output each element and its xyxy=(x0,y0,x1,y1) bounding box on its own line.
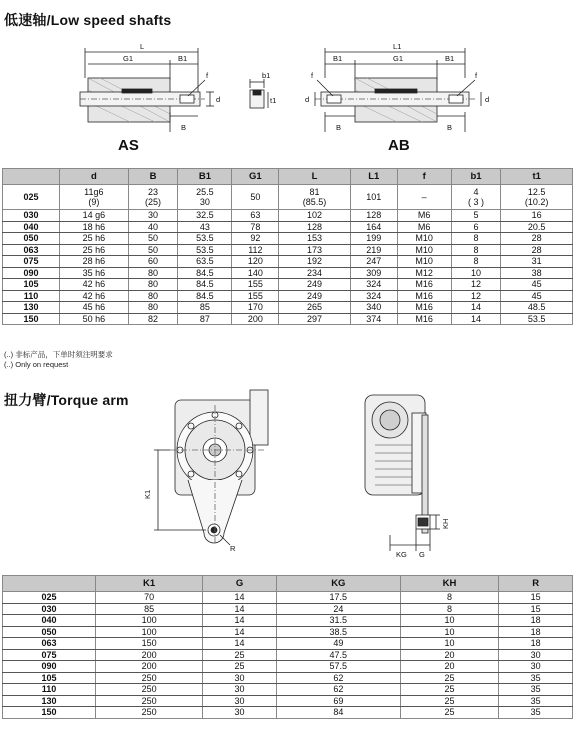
table-row xyxy=(3,603,573,615)
table-cell: 249 xyxy=(279,290,351,302)
header-cell: B1 xyxy=(178,169,232,185)
table-cell: 200 xyxy=(96,649,203,661)
table-cell: 42 h6 xyxy=(60,279,129,291)
table-cell: 164 xyxy=(350,221,397,233)
header-cell: B xyxy=(128,169,178,185)
table-row xyxy=(3,256,573,268)
table-cell: 25 xyxy=(400,695,499,707)
table-cell: 15 xyxy=(499,603,573,615)
table-cell: 25 xyxy=(400,672,499,684)
cell-line: 4 xyxy=(473,186,479,197)
cell-line: 11g6 xyxy=(84,186,104,197)
dim-R-label: R xyxy=(230,544,236,553)
table-row xyxy=(3,661,573,673)
table-cell: 297 xyxy=(279,313,351,325)
dim-G1-ab-label: G1 xyxy=(393,54,404,63)
table-cell: 324 xyxy=(350,290,397,302)
table-cell: 80 xyxy=(128,302,178,314)
table-cell: 53.5 xyxy=(178,244,232,256)
table-cell: 324 xyxy=(350,279,397,291)
table-cell: 101 xyxy=(350,185,397,210)
header-cell: KG xyxy=(276,576,400,592)
dim-K1-label: K1 xyxy=(143,489,152,499)
table-cell: 84 xyxy=(276,707,400,719)
table-cell: 70 xyxy=(96,592,203,604)
table-cell: 20.5 xyxy=(501,221,573,233)
header-cell: K1 xyxy=(96,576,203,592)
table-cell: 45 xyxy=(501,279,573,291)
table-cell: M16 xyxy=(397,279,451,291)
size-cell: 130 xyxy=(3,302,60,314)
table-cell: 85 xyxy=(96,603,203,615)
table-cell: 100 xyxy=(96,615,203,627)
table-cell: 250 xyxy=(96,695,203,707)
table-cell: 80 xyxy=(128,267,178,279)
cell-line: 25.5 xyxy=(196,186,214,197)
table-row xyxy=(3,592,573,604)
cell-line: (10.2) xyxy=(524,197,549,207)
table-cell: 249 xyxy=(279,279,351,291)
note-cn: (..) 非标产品，下单时须注明要求 xyxy=(4,350,113,359)
size-cell: 110 xyxy=(3,684,96,696)
size-cell: 105 xyxy=(3,672,96,684)
table-cell: 12 xyxy=(451,279,501,291)
table-cell: 31 xyxy=(501,256,573,268)
dim-d-label: d xyxy=(216,95,221,104)
table-cell: 265 xyxy=(279,302,351,314)
cell-line: 30 xyxy=(199,197,210,207)
table-cell: 92 xyxy=(232,233,279,245)
table-cell: 80 xyxy=(128,279,178,291)
table-cell: 87 xyxy=(178,313,232,325)
table-cell: 78 xyxy=(232,221,279,233)
shaft-ab-label: AB xyxy=(388,137,410,154)
table-cell: 84.5 xyxy=(178,279,232,291)
table-cell: 40 xyxy=(128,221,178,233)
table-cell: 20 xyxy=(400,661,499,673)
size-cell: 040 xyxy=(3,615,96,627)
table-cell: 24 xyxy=(276,603,400,615)
cell-line: (25) xyxy=(145,197,162,207)
dim-L1-label: L1 xyxy=(393,42,402,51)
table-cell: 173 xyxy=(279,244,351,256)
table-cell: – xyxy=(397,185,451,210)
table-row xyxy=(3,221,573,233)
table-cell: 14 xyxy=(203,592,277,604)
table-cell: 20 xyxy=(400,649,499,661)
size-cell: 150 xyxy=(3,313,60,325)
table-cell: 374 xyxy=(350,313,397,325)
table-cell: 84.5 xyxy=(178,267,232,279)
table-cell: 62 xyxy=(276,672,400,684)
table-row xyxy=(3,290,573,302)
table-cell: 18 xyxy=(499,615,573,627)
dim-B1-right-label: B1 xyxy=(445,54,455,63)
table-row xyxy=(3,302,573,314)
dim-B1-left-label: B1 xyxy=(333,54,343,63)
table-cell: 5 xyxy=(451,210,501,222)
torque-arm-side-diagram xyxy=(350,385,490,565)
dim-t1-label: t1 xyxy=(270,96,277,105)
size-cell: 110 xyxy=(3,290,60,302)
note-en: (..) Only on request xyxy=(4,360,69,369)
table-row xyxy=(3,649,573,661)
table-row xyxy=(3,279,573,291)
table-cell: 250 xyxy=(96,707,203,719)
table-cell: 10 xyxy=(400,626,499,638)
table-cell: 45 xyxy=(501,290,573,302)
cell-line: 23 xyxy=(148,186,159,197)
key-section-diagram xyxy=(244,70,284,120)
table-cell: 28 h6 xyxy=(60,256,129,268)
table-cell: M6 xyxy=(397,210,451,222)
table-cell: 10 xyxy=(400,615,499,627)
table-row xyxy=(3,615,573,627)
table-cell: 63 xyxy=(232,210,279,222)
size-cell: 150 xyxy=(3,707,96,719)
table-cell: 25 xyxy=(400,684,499,696)
header-cell xyxy=(3,576,96,592)
size-cell: 030 xyxy=(3,210,60,222)
dim-d-left-label: d xyxy=(305,95,310,104)
table-row xyxy=(3,684,573,696)
table-cell: 25 xyxy=(203,661,277,673)
table-cell: 14 xyxy=(203,626,277,638)
dim-f-left-label: f xyxy=(311,71,314,80)
table-cell: 35 xyxy=(499,695,573,707)
table-cell: 28 xyxy=(501,244,573,256)
size-cell: 130 xyxy=(3,695,96,707)
header-cell xyxy=(3,169,60,185)
table-cell: 85 xyxy=(178,302,232,314)
table-cell: 8 xyxy=(451,256,501,268)
table-cell: 50 xyxy=(232,185,279,210)
size-cell: 075 xyxy=(3,649,96,661)
table-cell xyxy=(501,185,573,210)
cell-line: ( 3 ) xyxy=(468,197,485,207)
table-cell xyxy=(451,185,501,210)
table-cell: 234 xyxy=(279,267,351,279)
table-cell: 219 xyxy=(350,244,397,256)
header-cell: L xyxy=(279,169,351,185)
torque-arm-table xyxy=(2,575,573,719)
table-cell: 200 xyxy=(232,313,279,325)
table-row xyxy=(3,626,573,638)
header-cell: t1 xyxy=(501,169,573,185)
table-cell: 35 xyxy=(499,707,573,719)
table-cell: 43 xyxy=(178,221,232,233)
table-cell: 250 xyxy=(96,672,203,684)
table-cell: 14 xyxy=(203,638,277,650)
table-cell: 128 xyxy=(350,210,397,222)
table-cell xyxy=(60,185,129,210)
header-cell: G xyxy=(203,576,277,592)
table-cell: 247 xyxy=(350,256,397,268)
table-row xyxy=(3,185,573,210)
size-cell: 050 xyxy=(3,626,96,638)
size-cell: 063 xyxy=(3,244,60,256)
torque-arm-heading: 扭力臂/Torque arm xyxy=(4,392,129,408)
cell-line: (9) xyxy=(88,197,100,207)
table-cell: 8 xyxy=(400,592,499,604)
table-cell: 32.5 xyxy=(178,210,232,222)
header-cell: R xyxy=(499,576,573,592)
table-cell: 53.5 xyxy=(501,313,573,325)
table-cell: 35 h6 xyxy=(60,267,129,279)
table-cell: 49 xyxy=(276,638,400,650)
table-cell: 170 xyxy=(232,302,279,314)
table-notes xyxy=(4,350,113,370)
table-cell: 53.5 xyxy=(178,233,232,245)
size-cell: 025 xyxy=(3,592,96,604)
cell-line: 12.5 xyxy=(527,186,546,197)
dim-G1-label: G1 xyxy=(123,54,134,63)
size-cell: 063 xyxy=(3,638,96,650)
table-cell: 25 xyxy=(203,649,277,661)
table-cell: M10 xyxy=(397,244,451,256)
table-cell: M10 xyxy=(397,233,451,245)
table-cell: 47.5 xyxy=(276,649,400,661)
size-cell: 090 xyxy=(3,267,60,279)
table-cell: 25 h6 xyxy=(60,233,129,245)
table-header-row xyxy=(3,169,573,185)
table-cell: M16 xyxy=(397,290,451,302)
table-cell: 38.5 xyxy=(276,626,400,638)
table-cell xyxy=(178,185,232,210)
table-row xyxy=(3,695,573,707)
shaft-ab-diagram xyxy=(295,40,505,140)
table-cell: 42 h6 xyxy=(60,290,129,302)
table-row xyxy=(3,672,573,684)
shaft-as-diagram xyxy=(60,40,260,140)
table-cell: M12 xyxy=(397,267,451,279)
table-cell: 18 h6 xyxy=(60,221,129,233)
table-cell: 199 xyxy=(350,233,397,245)
table-cell: 200 xyxy=(96,661,203,673)
low-speed-shafts-heading: 低速轴/Low speed shafts xyxy=(4,12,172,28)
table-cell: 48.5 xyxy=(501,302,573,314)
table-row xyxy=(3,210,573,222)
size-cell: 050 xyxy=(3,233,60,245)
table-cell: 14 xyxy=(451,302,501,314)
table-cell: 69 xyxy=(276,695,400,707)
size-cell: 105 xyxy=(3,279,60,291)
dim-f-label: f xyxy=(206,71,209,80)
table-header-row xyxy=(3,576,573,592)
table-cell: 35 xyxy=(499,672,573,684)
table-cell: 84.5 xyxy=(178,290,232,302)
size-cell: 025 xyxy=(3,185,60,210)
header-cell: G1 xyxy=(232,169,279,185)
dim-B1-label: B1 xyxy=(178,54,188,63)
table-cell: 250 xyxy=(96,684,203,696)
table-cell: 30 xyxy=(128,210,178,222)
table-cell: 12 xyxy=(451,290,501,302)
shaft-as-label: AS xyxy=(118,137,139,154)
torque-arm-front-diagram xyxy=(140,385,290,560)
table-cell: 8 xyxy=(400,603,499,615)
dim-B-left-label: B xyxy=(336,123,342,132)
dim-L-label: L xyxy=(140,42,145,51)
size-cell: 030 xyxy=(3,603,96,615)
dim-G-label: G xyxy=(419,550,425,559)
low-speed-shafts-table xyxy=(2,168,573,325)
dim-f-right-label: f xyxy=(475,71,478,80)
dim-KH-label: KH xyxy=(441,518,450,529)
dim-B-label: B xyxy=(181,123,187,132)
size-cell: 075 xyxy=(3,256,60,268)
table-row xyxy=(3,638,573,650)
table-row xyxy=(3,267,573,279)
table-cell: 57.5 xyxy=(276,661,400,673)
table-cell: 112 xyxy=(232,244,279,256)
table-cell: 80 xyxy=(128,290,178,302)
table-cell: 50 xyxy=(128,244,178,256)
table-cell: 18 xyxy=(499,626,573,638)
dim-d-right-label: d xyxy=(485,95,490,104)
cell-line: (85.5) xyxy=(302,197,327,207)
table-cell: 50 h6 xyxy=(60,313,129,325)
cell-line: 81 xyxy=(309,186,320,197)
table-cell: M10 xyxy=(397,256,451,268)
table-cell: 25 xyxy=(400,707,499,719)
table-cell: M6 xyxy=(397,221,451,233)
header-cell: b1 xyxy=(451,169,501,185)
table-cell: 30 xyxy=(499,661,573,673)
table-cell: 16 xyxy=(501,210,573,222)
table-cell: 155 xyxy=(232,279,279,291)
table-cell: 153 xyxy=(279,233,351,245)
table-cell: M16 xyxy=(397,313,451,325)
table-cell: 14 xyxy=(203,603,277,615)
table-cell: 128 xyxy=(279,221,351,233)
table-cell: 31.5 xyxy=(276,615,400,627)
table-cell: 30 xyxy=(203,707,277,719)
table-cell: 35 xyxy=(499,684,573,696)
table-cell: 38 xyxy=(501,267,573,279)
table-cell: 309 xyxy=(350,267,397,279)
table-cell: 14 xyxy=(451,313,501,325)
table-cell: 120 xyxy=(232,256,279,268)
table-cell: 28 xyxy=(501,233,573,245)
dim-B-right-label: B xyxy=(447,123,453,132)
header-cell: d xyxy=(60,169,129,185)
dim-b1-label: b1 xyxy=(262,71,271,80)
table-cell: 45 h6 xyxy=(60,302,129,314)
table-cell: 14 xyxy=(203,615,277,627)
table-cell xyxy=(128,185,178,210)
table-cell: 62 xyxy=(276,684,400,696)
table-cell: 82 xyxy=(128,313,178,325)
table-cell: 150 xyxy=(96,638,203,650)
table-cell: 8 xyxy=(451,244,501,256)
table-cell: 30 xyxy=(203,672,277,684)
size-cell: 090 xyxy=(3,661,96,673)
header-cell: L1 xyxy=(350,169,397,185)
table-row xyxy=(3,313,573,325)
table-cell: 30 xyxy=(203,695,277,707)
table-cell: 8 xyxy=(451,233,501,245)
table-cell: 192 xyxy=(279,256,351,268)
dim-KG-label: KG xyxy=(396,550,407,559)
table-row xyxy=(3,233,573,245)
table-cell: 60 xyxy=(128,256,178,268)
table-cell: 10 xyxy=(451,267,501,279)
header-cell: f xyxy=(397,169,451,185)
table-cell: 155 xyxy=(232,290,279,302)
table-cell: 6 xyxy=(451,221,501,233)
table-cell: 102 xyxy=(279,210,351,222)
table-row xyxy=(3,707,573,719)
table-cell: 140 xyxy=(232,267,279,279)
table-cell: 340 xyxy=(350,302,397,314)
table-cell: 17.5 xyxy=(276,592,400,604)
table-cell: 63.5 xyxy=(178,256,232,268)
header-cell: KH xyxy=(400,576,499,592)
table-cell: 15 xyxy=(499,592,573,604)
table-cell: 10 xyxy=(400,638,499,650)
table-cell: 18 xyxy=(499,638,573,650)
table-cell xyxy=(279,185,351,210)
table-cell: 50 xyxy=(128,233,178,245)
table-cell: 100 xyxy=(96,626,203,638)
table-cell: 30 xyxy=(203,684,277,696)
table-cell: 30 xyxy=(499,649,573,661)
table-row xyxy=(3,244,573,256)
table-cell: 14 g6 xyxy=(60,210,129,222)
table-cell: M16 xyxy=(397,302,451,314)
size-cell: 040 xyxy=(3,221,60,233)
table-cell: 25 h6 xyxy=(60,244,129,256)
